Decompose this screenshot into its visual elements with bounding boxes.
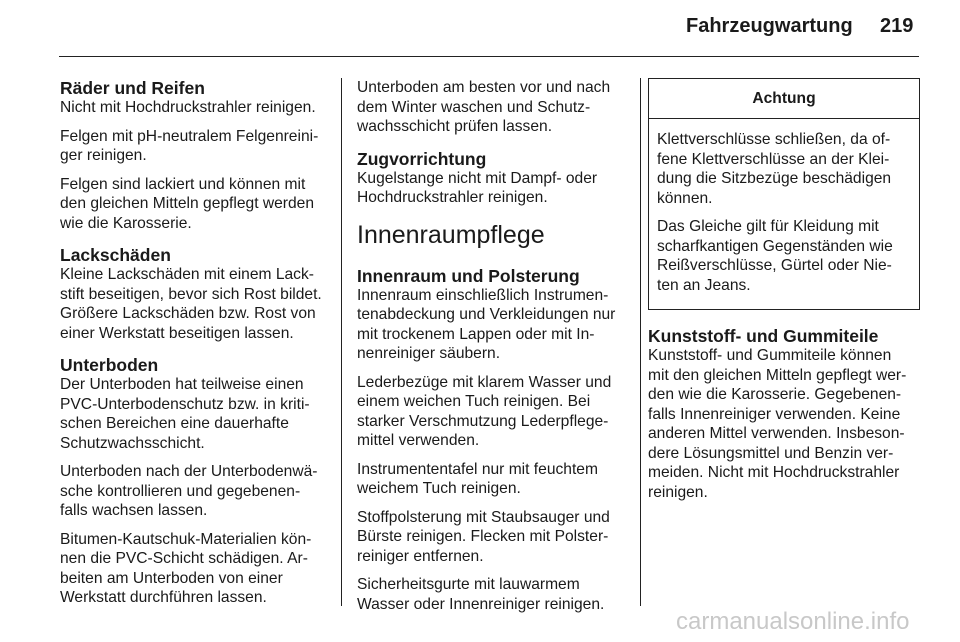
text-line: Kleine Lackschäden mit einem Lack- bbox=[60, 266, 314, 283]
text-line: Lederbezüge mit klarem Wasser und bbox=[357, 373, 612, 391]
section-paint-damage bbox=[60, 245, 330, 343]
text-line: schen Bereichen eine dauerhafte bbox=[60, 415, 289, 432]
heading-paint-damage: Lackschäden bbox=[60, 245, 171, 265]
caution-body bbox=[649, 119, 919, 309]
text-line: Bitumen-Kautschuk-Materialien kön- bbox=[60, 530, 312, 548]
heading-underbody: Unterboden bbox=[60, 355, 159, 375]
header-rule bbox=[59, 56, 919, 57]
section-underbody bbox=[60, 355, 330, 608]
text-line: reinigen. bbox=[648, 483, 708, 501]
text-line: können. bbox=[657, 189, 713, 207]
paragraph bbox=[357, 78, 629, 137]
text-line: beiten am Unterboden von einer bbox=[60, 569, 283, 587]
text-line: sche kontrollieren und gegebenen- bbox=[60, 482, 301, 500]
text-line: Größere Lackschäden bzw. Rost von bbox=[60, 305, 316, 322]
text-line: Sicherheitsgurte mit lauwarmem bbox=[357, 576, 580, 593]
text-line: Unterboden nach der Unterbodenwä- bbox=[60, 463, 318, 480]
text-line: mit trockenem Lappen oder mit In- bbox=[357, 325, 595, 343]
heading-upholstery: Innenraum und Polsterung bbox=[357, 265, 580, 286]
text-line: Kugelstange nicht mit Dampf- oder bbox=[357, 169, 598, 187]
column-left bbox=[60, 78, 330, 617]
section-interior-care bbox=[357, 220, 629, 615]
text-line: ten an Jeans. bbox=[657, 276, 751, 294]
text-line: weichem Tuch reinigen. bbox=[357, 480, 521, 497]
text-line: reiniger entfernen. bbox=[357, 547, 484, 565]
text-line: mit den gleichen Mitteln gepflegt wer- bbox=[648, 366, 907, 384]
text-line: falls Innenreiniger verwenden. Keine bbox=[648, 405, 901, 423]
text-line: dung die Sitzbezüge beschädigen bbox=[657, 170, 892, 187]
paragraph bbox=[60, 98, 330, 118]
text-line: Hochdruckstrahler reinigen. bbox=[357, 189, 548, 206]
column-right bbox=[648, 78, 920, 511]
heading-towing: Zugvorrichtung bbox=[357, 148, 487, 169]
text-line: Felgen mit pH-neutralem Felgenreini- bbox=[60, 127, 319, 145]
text-line: einem weichen Tuch reinigen. Bei bbox=[357, 393, 591, 410]
text-line: falls wachsen lassen. bbox=[60, 502, 208, 519]
paragraph bbox=[60, 530, 330, 608]
text-line: Unterboden am besten vor und nach bbox=[357, 79, 611, 96]
text-line: scharfkantigen Gegenständen wie bbox=[657, 237, 893, 255]
text-line: meiden. Nicht mit Hochdruckstrahler bbox=[648, 464, 900, 481]
paragraph bbox=[60, 175, 330, 234]
heading-plastic-rubber: Kunststoff- und Gummiteile bbox=[648, 326, 879, 346]
paragraph bbox=[357, 508, 629, 567]
text-line: Instrumententafel nur mit feuchtem bbox=[357, 460, 598, 478]
paragraph bbox=[357, 460, 629, 499]
section-plastic-rubber bbox=[648, 326, 920, 502]
text-line: Bürste reinigen. Flecken mit Polster- bbox=[357, 528, 609, 545]
text-line: den wie die Karosserie. Gegebenen- bbox=[648, 386, 902, 403]
column-divider bbox=[341, 78, 342, 606]
section-wheels-tyres bbox=[60, 78, 330, 233]
text-line: ger reinigen. bbox=[60, 147, 147, 164]
paragraph bbox=[657, 217, 911, 295]
text-line: den gleichen Mitteln gepflegt werden bbox=[60, 195, 314, 212]
text-line: PVC-Unterbodenschutz bzw. in kriti- bbox=[60, 395, 310, 413]
text-line: mittel verwenden. bbox=[357, 432, 480, 449]
text-line: nen die PVC-Schicht schädigen. Ar- bbox=[60, 550, 308, 567]
caution-box bbox=[648, 78, 920, 310]
text-line: Kunststoff- und Gummiteile können bbox=[648, 347, 892, 364]
paragraph bbox=[60, 375, 330, 453]
text-line: fene Klettverschlüsse an der Klei- bbox=[657, 150, 890, 168]
paragraph bbox=[357, 373, 629, 451]
heading-wheels-tyres: Räder und Reifen bbox=[60, 78, 205, 98]
text-line: Reißverschlüsse, Gürtel oder Nie- bbox=[657, 257, 892, 274]
paragraph bbox=[657, 130, 911, 208]
section-towing bbox=[357, 149, 629, 208]
paragraph bbox=[648, 346, 920, 502]
section-title: Fahrzeugwartung bbox=[686, 15, 853, 37]
column-middle bbox=[357, 78, 629, 623]
paragraph bbox=[60, 265, 330, 343]
text-line: wie die Karosserie. bbox=[60, 214, 192, 232]
text-line: nenreiniger säubern. bbox=[357, 345, 501, 362]
text-line: dem Winter waschen und Schutz- bbox=[357, 98, 591, 116]
text-line: starker Verschmutzung Lederpflege- bbox=[357, 412, 609, 430]
paragraph bbox=[357, 286, 629, 364]
paragraph bbox=[60, 127, 330, 166]
text-line: dere Lösungsmittel und Benzin ver- bbox=[648, 444, 894, 462]
text-line: Werkstatt durchführen lassen. bbox=[60, 589, 267, 606]
heading-interior-care: Innenraumpflege bbox=[357, 220, 545, 249]
text-line: Nicht mit Hochdruckstrahler reinigen. bbox=[60, 99, 316, 116]
page-number: 219 bbox=[880, 15, 914, 37]
text-line: Stoffpolsterung mit Staubsauger und bbox=[357, 508, 610, 526]
text-line: Schutzwachsschicht. bbox=[60, 434, 205, 452]
paragraph bbox=[60, 462, 330, 521]
text-line: anderen Mittel verwenden. Insbeson- bbox=[648, 425, 905, 442]
text-line: tenabdeckung und Verkleidungen nur bbox=[357, 306, 616, 323]
text-line: einer Werkstatt beseitigen lassen. bbox=[60, 324, 294, 342]
paragraph bbox=[357, 575, 629, 614]
text-line: Felgen sind lackiert und können mit bbox=[60, 175, 306, 193]
text-line: Das Gleiche gilt für Kleidung mit bbox=[657, 218, 879, 235]
text-line: Klettverschlüsse schließen, da of- bbox=[657, 131, 891, 148]
text-line: wachsschicht prüfen lassen. bbox=[357, 118, 553, 135]
caution-title: Achtung bbox=[649, 79, 919, 119]
watermark: carmanualsonline.info bbox=[676, 608, 910, 635]
text-line: stift beseitigen, bevor sich Rost bildet. bbox=[60, 285, 322, 303]
text-line: Der Unterboden hat teilweise einen bbox=[60, 376, 304, 393]
text-line: Innenraum einschließlich Instrumen- bbox=[357, 286, 609, 304]
paragraph bbox=[357, 169, 629, 208]
column-divider bbox=[640, 78, 641, 606]
text-line: Wasser oder Innenreiniger reinigen. bbox=[357, 595, 605, 613]
